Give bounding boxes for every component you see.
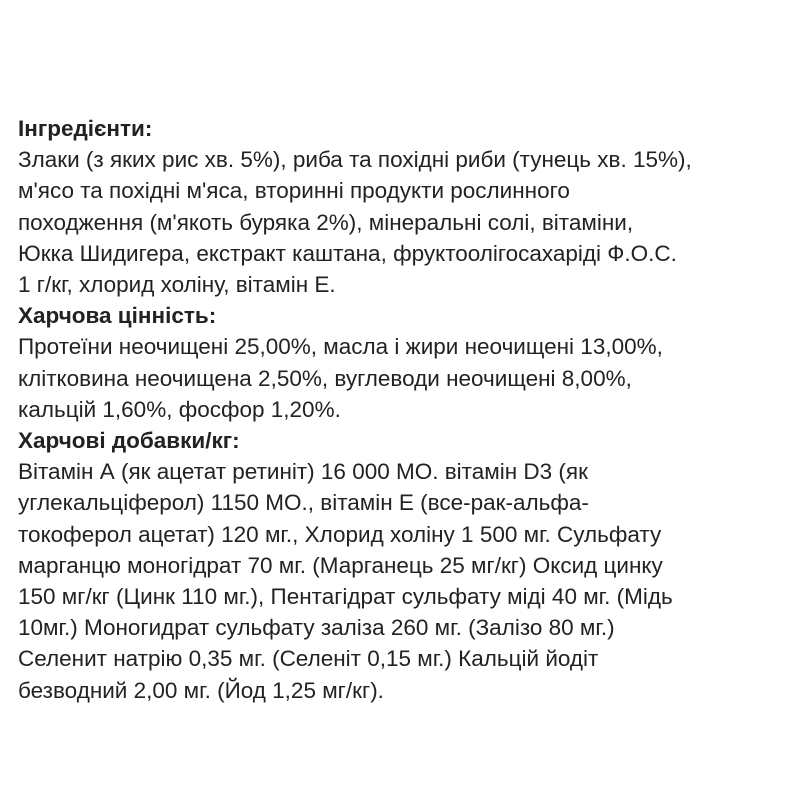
additives-line: 150 мг/кг (Цинк 110 мг.), Пентагідрат сульфату міді 40 мг. (Мідь [18,584,673,610]
additives-line: безводний 2,00 мг. (Йод 1,25 мг/кг). [18,677,384,703]
additives-section [18,425,788,706]
ingredients-line: походження (м'якоть буряка 2%), мінеральні солі, вітаміни, [18,209,634,235]
ingredients-section [18,113,788,300]
nutritional-value-line: клітковина неочищена 2,50%, вуглеводи неочищені 8,00%, [18,365,632,391]
additives-heading: Харчові добавки/кг: [18,428,240,454]
ingredients-line: 1 г/кг, хлорид холіну, вітамін Е. [18,272,336,298]
nutrition-label-text [18,113,788,706]
ingredients-heading: Інгредієнти: [18,116,153,141]
ingredients-line: м'ясо та похідні м'яса, вторинні продукти рослинного [18,178,570,204]
additives-line: 10мг.) Моногидрат сульфату заліза 260 мг. (Залізо 80 мг.) [18,615,615,641]
additives-line: токоферол ацетат) 120 мг., Хлорид холіну 1 500 мг. Сульфату [18,521,662,547]
nutritional-value-section [18,300,788,425]
ingredients-line: Юкка Шидигера, екстракт каштана, фруктоолігосахаріді Ф.О.С. [18,240,677,266]
additives-line: Вітамін А (як ацетат ретиніт) 16 000 МО. вітамін D3 (як [18,459,588,485]
nutritional-value-line: Протеїни неочищені 25,00%, масла і жири неочищені 13,00%, [18,334,663,360]
additives-line: углекальціферол) 1150 МО., вітамін Е (все-рак-альфа- [18,490,589,516]
additives-line: марганцю моногідрат 70 мг. (Марганець 25 мг/кг) Оксид цинку [18,552,663,578]
ingredients-line: Злаки (з яких рис хв. 5%), риба та похідні риби (тунець хв. 15%), [18,147,692,173]
nutritional-value-heading: Харчова цінність: [18,303,217,329]
nutritional-value-line: кальцій 1,60%, фосфор 1,20%. [18,396,341,422]
additives-line: Селенит натрію 0,35 мг. (Селеніт 0,15 мг.) Кальцій йодіт [18,646,599,672]
